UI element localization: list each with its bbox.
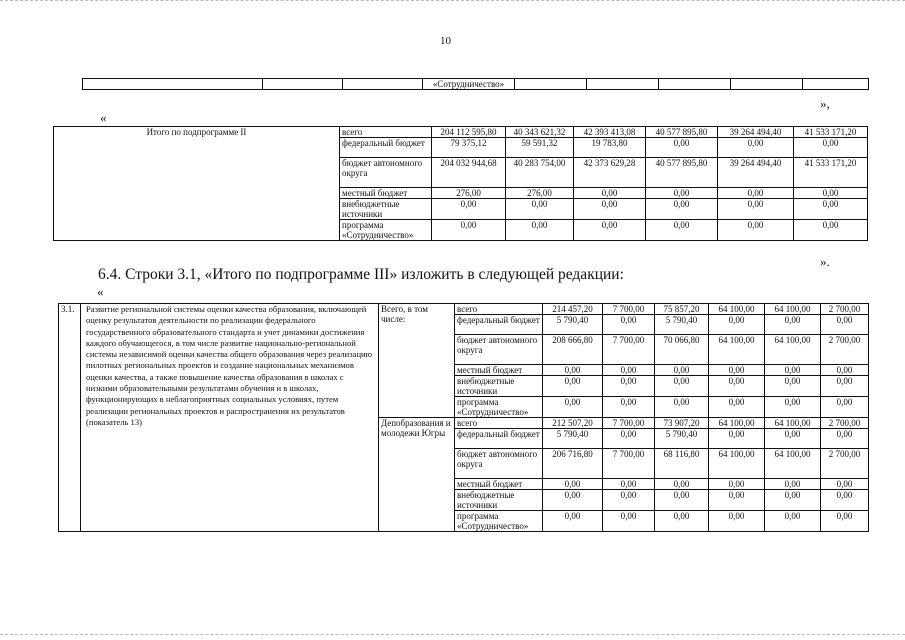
amount-cell: 0,00 <box>709 376 765 397</box>
section-heading: 6.4. Строки 3.1, «Итого по подпрограмме III» изложить в следующей редакции: <box>98 266 624 283</box>
amount-cell: 0,00 <box>821 429 869 449</box>
funding-source-label: внебюджетные источники <box>455 376 543 397</box>
item-number: 3.1. <box>59 304 81 532</box>
funding-source-label: федеральный бюджет <box>455 315 543 335</box>
amount-cell: 0,00 <box>709 490 765 511</box>
amount-cell: 0,00 <box>709 511 765 532</box>
amount-cell: 0,00 <box>603 429 655 449</box>
amount-cell: 2 700,00 <box>821 304 869 315</box>
amount-cell: 79 375,12 <box>432 138 506 158</box>
funding-source-label: местный бюджет <box>455 365 543 376</box>
amount-cell: 40 577 895,80 <box>646 158 718 188</box>
amount-cell: 0,00 <box>506 220 574 241</box>
amount-cell: 0,00 <box>718 188 794 199</box>
amount-cell: 0,00 <box>765 479 821 490</box>
amount-cell: 0,00 <box>821 315 869 335</box>
funding-source-label: бюджет автономного округа <box>455 335 543 365</box>
amount-cell: 0,00 <box>821 479 869 490</box>
subprogram-2-totals-table <box>53 126 868 241</box>
amount-cell: 0,00 <box>655 511 709 532</box>
amount-cell: 64 100,00 <box>709 449 765 479</box>
amount-cell: 0,00 <box>646 220 718 241</box>
amount-cell: 0,00 <box>709 315 765 335</box>
top-row-table <box>82 78 869 90</box>
amount-cell: 214 457,20 <box>543 304 603 315</box>
amount-cell: 212 507,20 <box>543 418 603 429</box>
funding-source-label: всего <box>340 127 432 138</box>
funding-source-label: внебюджетные источники <box>455 490 543 511</box>
amount-cell: 0,00 <box>709 365 765 376</box>
amount-cell: 64 100,00 <box>765 304 821 315</box>
closing-quote-2: ». <box>820 254 830 269</box>
amount-cell: 206 716,80 <box>543 449 603 479</box>
amount-cell: 0,00 <box>821 490 869 511</box>
amount-cell: 0,00 <box>603 511 655 532</box>
amount-cell: 0,00 <box>794 220 868 241</box>
opening-quote-2: « <box>97 284 104 299</box>
amount-cell: 59 591,32 <box>506 138 574 158</box>
amount-cell: 0,00 <box>574 199 646 220</box>
amount-cell: 0,00 <box>646 188 718 199</box>
amount-cell: 40 343 621,32 <box>506 127 574 138</box>
amount-cell: 41 533 171,20 <box>794 158 868 188</box>
amount-cell: 0,00 <box>794 188 868 199</box>
amount-cell: 19 783,80 <box>574 138 646 158</box>
funding-source-label: программа «Сотрудничество» <box>340 220 432 241</box>
amount-cell: 0,00 <box>432 220 506 241</box>
amount-cell: 276,00 <box>506 188 574 199</box>
amount-cell: 39 264 494,40 <box>718 158 794 188</box>
funding-source-label: бюджет автономного округа <box>455 449 543 479</box>
amount-cell: 0,00 <box>603 490 655 511</box>
amount-cell: 0,00 <box>603 376 655 397</box>
amount-cell: 2 700,00 <box>821 449 869 479</box>
amount-cell: 2 700,00 <box>821 335 869 365</box>
amount-cell: 41 533 171,20 <box>794 127 868 138</box>
amount-cell: 5 790,40 <box>655 429 709 449</box>
amount-cell: 0,00 <box>765 511 821 532</box>
amount-cell: 0,00 <box>506 199 574 220</box>
amount-cell: 7 700,00 <box>603 335 655 365</box>
opening-quote-1: « <box>100 110 107 125</box>
amount-cell: 0,00 <box>794 138 868 158</box>
amount-cell: 0,00 <box>543 479 603 490</box>
amount-cell: 7 700,00 <box>603 449 655 479</box>
amount-cell: 0,00 <box>655 365 709 376</box>
amount-cell: 0,00 <box>821 397 869 418</box>
amount-cell: 0,00 <box>718 220 794 241</box>
table-row <box>59 304 869 315</box>
amount-cell: 0,00 <box>543 490 603 511</box>
amount-cell: 0,00 <box>765 365 821 376</box>
executor-label: Депобразования и молодежи Югры <box>379 418 455 532</box>
amount-cell: 7 700,00 <box>603 304 655 315</box>
amount-cell: 0,00 <box>603 479 655 490</box>
amount-cell: 0,00 <box>765 429 821 449</box>
funding-source-label: программа «Сотрудничество» <box>455 397 543 418</box>
amount-cell: 0,00 <box>718 199 794 220</box>
funding-source-label: всего <box>455 304 543 315</box>
amount-cell: 0,00 <box>821 376 869 397</box>
amount-cell: 2 700,00 <box>821 418 869 429</box>
closing-quote-1: », <box>820 96 830 111</box>
amount-cell: 0,00 <box>655 397 709 418</box>
funding-source-label: федеральный бюджет <box>340 138 432 158</box>
amount-cell: 64 100,00 <box>709 418 765 429</box>
amount-cell: 0,00 <box>543 511 603 532</box>
amount-cell: 0,00 <box>765 397 821 418</box>
amount-cell: 0,00 <box>432 199 506 220</box>
table-row <box>54 127 868 138</box>
amount-cell: 0,00 <box>543 376 603 397</box>
amount-cell: 0,00 <box>574 188 646 199</box>
amount-cell: 64 100,00 <box>765 449 821 479</box>
amount-cell: 5 790,40 <box>543 315 603 335</box>
funding-source-label: местный бюджет <box>340 188 432 199</box>
amount-cell: 0,00 <box>543 397 603 418</box>
amount-cell: 0,00 <box>655 479 709 490</box>
amount-cell: 0,00 <box>794 199 868 220</box>
funding-source-label: программа «Сотрудничество» <box>455 511 543 532</box>
amount-cell: 0,00 <box>543 365 603 376</box>
amount-cell: 0,00 <box>655 490 709 511</box>
funding-source-label: внебюджетные источники <box>340 199 432 220</box>
amount-cell: 0,00 <box>821 365 869 376</box>
amount-cell: 208 666,80 <box>543 335 603 365</box>
amount-cell: 42 373 629,28 <box>574 158 646 188</box>
amount-cell: 68 116,80 <box>655 449 709 479</box>
amount-cell: 64 100,00 <box>709 335 765 365</box>
top-row-label: «Сотрудничество» <box>423 79 515 90</box>
amount-cell: 0,00 <box>603 397 655 418</box>
scan-top-edge <box>0 0 905 3</box>
amount-cell: 0,00 <box>765 376 821 397</box>
amount-cell: 0,00 <box>709 429 765 449</box>
amount-cell: 75 857,20 <box>655 304 709 315</box>
item-description: Развитие региональной системы оценки качества образования, включающей оценку результатов деятельности по реализации федерального государственного образовательного стандарта и учет динамики достижения каждого обучающегося, в том числе развитие национально-региональной системы независимой оценки качества общего образования через реализацию пилотных региональных проектов и создание национальных механизмов оценки качества, а также повышение качества образования в школах с низкими образовательными результатами обучения и в школах, функционирующих в неблагоприятных социальных условиях, путем реализации региональных проектов и распространения их результатов (показатель 13) <box>81 304 379 532</box>
amount-cell: 0,00 <box>574 220 646 241</box>
amount-cell: 0,00 <box>821 511 869 532</box>
amount-cell: 0,00 <box>646 199 718 220</box>
amount-cell: 64 100,00 <box>765 335 821 365</box>
item-3-1-table <box>58 303 869 532</box>
amount-cell: 0,00 <box>765 315 821 335</box>
amount-cell: 0,00 <box>603 315 655 335</box>
amount-cell: 204 112 595,80 <box>432 127 506 138</box>
amount-cell: 70 066,80 <box>655 335 709 365</box>
amount-cell: 5 790,40 <box>655 315 709 335</box>
funding-source-label: бюджет автономного округа <box>340 158 432 188</box>
amount-cell: 0,00 <box>765 490 821 511</box>
amount-cell: 73 907,20 <box>655 418 709 429</box>
amount-cell: 40 577 895,80 <box>646 127 718 138</box>
amount-cell: 276,00 <box>432 188 506 199</box>
subprogram-total-title: Итого по подпрограмме II <box>54 127 340 241</box>
funding-source-label: всего <box>455 418 543 429</box>
amount-cell: 40 283 754,00 <box>506 158 574 188</box>
executor-label: Всего, в том числе: <box>379 304 455 418</box>
funding-source-label: местный бюджет <box>455 479 543 490</box>
amount-cell: 0,00 <box>718 138 794 158</box>
scan-bottom-edge <box>0 634 905 635</box>
amount-cell: 0,00 <box>709 397 765 418</box>
amount-cell: 39 264 494,40 <box>718 127 794 138</box>
funding-source-label: федеральный бюджет <box>455 429 543 449</box>
amount-cell: 5 790,40 <box>543 429 603 449</box>
amount-cell: 0,00 <box>646 138 718 158</box>
amount-cell: 64 100,00 <box>765 418 821 429</box>
amount-cell: 64 100,00 <box>709 304 765 315</box>
amount-cell: 0,00 <box>603 365 655 376</box>
amount-cell: 42 393 413,08 <box>574 127 646 138</box>
amount-cell: 0,00 <box>709 479 765 490</box>
amount-cell: 7 700,00 <box>603 418 655 429</box>
page-number: 10 <box>440 35 451 47</box>
amount-cell: 204 032 944,68 <box>432 158 506 188</box>
amount-cell: 0,00 <box>655 376 709 397</box>
